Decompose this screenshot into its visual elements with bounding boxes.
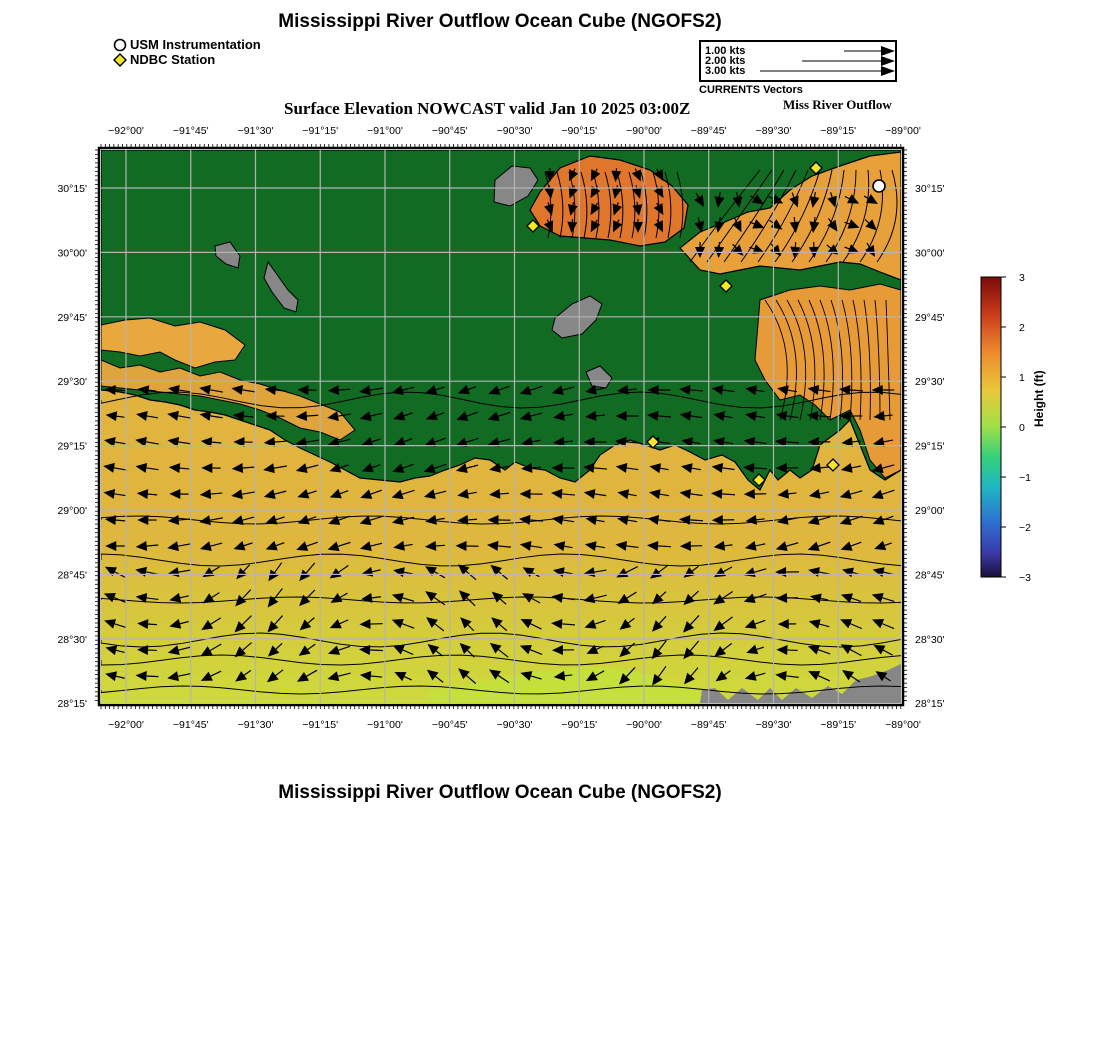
y-tick-label: 29°15' bbox=[915, 440, 945, 453]
y-tick-label: 30°15' bbox=[915, 183, 945, 195]
y-tick-label: 30°15' bbox=[57, 183, 87, 195]
colorbar-tick-label: −1 bbox=[1019, 472, 1031, 484]
x-tick-label: −91°15' bbox=[302, 719, 339, 731]
usm-station-marker bbox=[873, 180, 885, 192]
x-tick-label: −89°00' bbox=[885, 125, 921, 137]
x-tick-label: −90°30' bbox=[496, 125, 533, 137]
y-tick-label: 29°00' bbox=[57, 505, 87, 517]
x-tick-label: −90°15' bbox=[561, 719, 598, 731]
x-tick-label: −89°30' bbox=[755, 719, 792, 731]
legend-ndbc-label: NDBC Station bbox=[130, 52, 216, 67]
y-tick-label: 28°15' bbox=[915, 698, 945, 711]
x-tick-label: −92°00' bbox=[108, 125, 144, 137]
vector-label-3: 3.00 kts bbox=[705, 65, 746, 77]
x-tick-label: −90°00' bbox=[626, 719, 662, 731]
colorbar-ticks bbox=[1001, 272, 1031, 584]
y-ticks-right bbox=[915, 183, 945, 710]
x-tick-label: −91°30' bbox=[237, 719, 274, 731]
x-tick-label: −89°45' bbox=[690, 719, 727, 731]
y-tick-label: 28°15' bbox=[57, 698, 87, 711]
y-tick-label: 28°45' bbox=[57, 569, 87, 582]
colorbar-tick-label: −3 bbox=[1019, 572, 1031, 584]
x-ticks-top bbox=[108, 125, 921, 137]
y-tick-label: 29°45' bbox=[915, 311, 945, 324]
x-tick-label: −91°30' bbox=[237, 125, 274, 137]
y-tick-label: 28°30' bbox=[57, 633, 87, 646]
x-tick-label: −89°15' bbox=[820, 719, 857, 731]
x-tick-label: −91°15' bbox=[302, 125, 339, 137]
y-tick-label: 30°00' bbox=[915, 247, 945, 260]
x-tick-label: −89°30' bbox=[755, 125, 792, 137]
x-tick-label: −89°15' bbox=[820, 125, 857, 137]
footer-title: Mississippi River Outflow Ocean Cube (NGOFS2) bbox=[278, 782, 722, 803]
y-tick-label: 29°30' bbox=[915, 376, 945, 389]
x-tick-label: −91°00' bbox=[367, 125, 403, 137]
colorbar-tick-label: 1 bbox=[1019, 372, 1025, 384]
map-subtitle: Surface Elevation NOWCAST valid Jan 10 2025 03:00Z bbox=[284, 99, 691, 118]
colorbar-tick-label: 0 bbox=[1019, 422, 1025, 434]
colorbar-tick-label: 3 bbox=[1019, 272, 1025, 284]
region-label: Miss River Outflow bbox=[783, 97, 892, 112]
x-tick-label: −89°00' bbox=[885, 719, 921, 731]
x-tick-label: −91°00' bbox=[367, 719, 403, 731]
y-tick-label: 29°15' bbox=[57, 440, 87, 453]
x-ticks-bottom bbox=[108, 719, 921, 731]
legend-usm-label: USM Instrumentation bbox=[130, 37, 261, 52]
colorbar-tick-label: 2 bbox=[1019, 322, 1025, 334]
x-tick-label: −91°45' bbox=[172, 125, 209, 137]
y-tick-label: 28°45' bbox=[915, 569, 945, 582]
vector-label-1: 1.00 kts bbox=[705, 45, 746, 57]
x-tick-label: −90°45' bbox=[431, 719, 468, 731]
colorbar-title: Height (ft) bbox=[1032, 370, 1046, 427]
y-tick-label: 29°30' bbox=[57, 376, 87, 389]
y-tick-label: 29°45' bbox=[57, 311, 87, 324]
y-tick-label: 29°00' bbox=[915, 505, 945, 517]
y-ticks-left bbox=[57, 183, 87, 710]
x-tick-label: −90°30' bbox=[496, 719, 533, 731]
x-tick-label: −91°45' bbox=[172, 719, 209, 731]
x-tick-label: −90°45' bbox=[431, 125, 468, 137]
y-tick-label: 30°00' bbox=[57, 247, 87, 260]
vector-caption: CURRENTS Vectors bbox=[699, 84, 803, 96]
colorbar-tick-label: −2 bbox=[1019, 522, 1031, 534]
height-colorbar bbox=[981, 272, 1031, 584]
x-tick-label: −90°00' bbox=[626, 125, 662, 137]
map-title: Mississippi River Outflow Ocean Cube (NGOFS2) bbox=[278, 11, 722, 32]
vector-label-2: 2.00 kts bbox=[705, 55, 746, 67]
x-tick-label: −90°15' bbox=[561, 125, 598, 137]
x-tick-label: −89°45' bbox=[690, 125, 727, 137]
x-tick-label: −92°00' bbox=[108, 719, 144, 731]
y-tick-label: 28°30' bbox=[915, 633, 945, 646]
